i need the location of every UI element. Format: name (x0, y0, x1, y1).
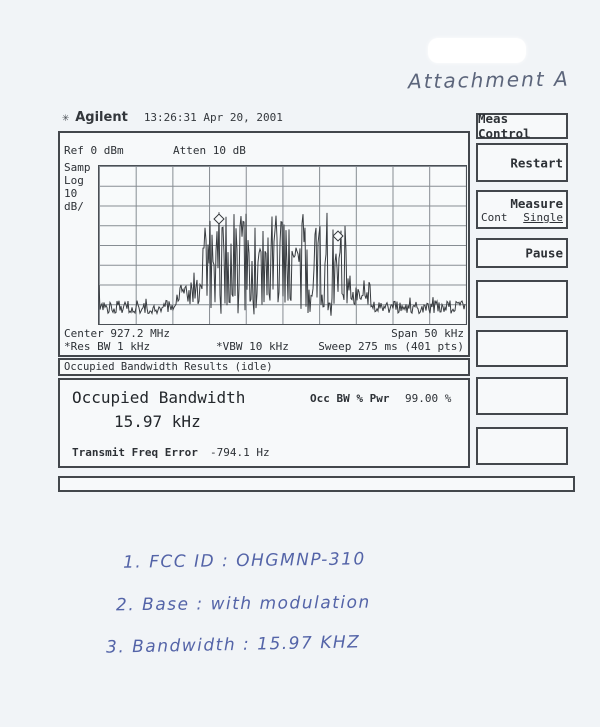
span-label: Span 50 kHz (391, 327, 464, 340)
handwritten-note-fcc-id: 1. FCC ID : OHGMNP-310 (122, 549, 366, 573)
occupied-bandwidth-value: 15.97 kHz (114, 412, 201, 431)
measure-option-single: Single (523, 211, 563, 224)
atten-label: Atten 10 dB (173, 144, 246, 157)
vbw-label: *VBW 10 kHz (216, 340, 289, 353)
softkey-restart-label: Restart (510, 155, 563, 170)
softkey-measure[interactable] (476, 190, 568, 229)
amp-scale-line: Log (64, 174, 84, 187)
transmit-freq-error-label: Transmit Freq Error (72, 446, 198, 459)
occ-bw-pwr-value: 99.00 % (405, 392, 452, 405)
amp-scale-line: 10 (64, 187, 78, 200)
agilent-spark-icon: ✳ (62, 110, 70, 124)
annunciator-bar (58, 476, 575, 492)
measure-option-cont: Cont (481, 211, 508, 224)
sweep-label: Sweep 275 ms (401 pts) (318, 340, 464, 353)
center-freq-label: Center 927.2 MHz (64, 327, 170, 340)
graticule (98, 165, 467, 325)
softkey-blank-3[interactable] (476, 377, 568, 415)
softkey-pause-label: Pause (525, 245, 563, 261)
occ-bw-pwr-label: Occ BW % Pwr (310, 392, 390, 405)
softkey-pause[interactable] (476, 238, 568, 268)
amplitude-scale-labels (64, 161, 91, 213)
status-bar: Occupied Bandwidth Results (idle) (58, 358, 470, 376)
analyzer-header (62, 108, 283, 126)
bandwidth-row (64, 340, 464, 353)
attachment-label: Attachment A (407, 66, 570, 94)
softkey-blank-1[interactable] (476, 280, 568, 318)
trace-window (58, 131, 470, 357)
softkey-menu-title: Meas Control (476, 113, 568, 139)
softkey-restart[interactable] (476, 143, 568, 182)
frequency-row (64, 327, 464, 340)
handwritten-note-base: 2. Base : with modulation (115, 592, 371, 616)
softkey-blank-2[interactable] (476, 330, 568, 367)
brand-name: Agilent (75, 109, 128, 125)
spectrum-trace (99, 166, 466, 324)
amp-scale-line: dB/ (64, 200, 84, 213)
transmit-freq-error-value: -794.1 Hz (210, 446, 270, 459)
handwritten-note-bandwidth: 3. Bandwidth : 15.97 KHZ (105, 632, 361, 658)
whiteout-redaction (428, 38, 526, 63)
results-window (58, 378, 470, 468)
softkey-measure-label: Measure (510, 196, 563, 211)
occupied-bandwidth-title: Occupied Bandwidth (72, 388, 246, 407)
amp-scale-line: Samp (64, 161, 91, 174)
res-bw-label: *Res BW 1 kHz (64, 340, 151, 353)
softkey-measure-options (481, 211, 563, 224)
softkey-blank-4[interactable] (476, 427, 568, 465)
ref-level-label: Ref 0 dBm (64, 144, 124, 157)
timestamp: 13:26:31 Apr 20, 2001 (143, 110, 283, 124)
